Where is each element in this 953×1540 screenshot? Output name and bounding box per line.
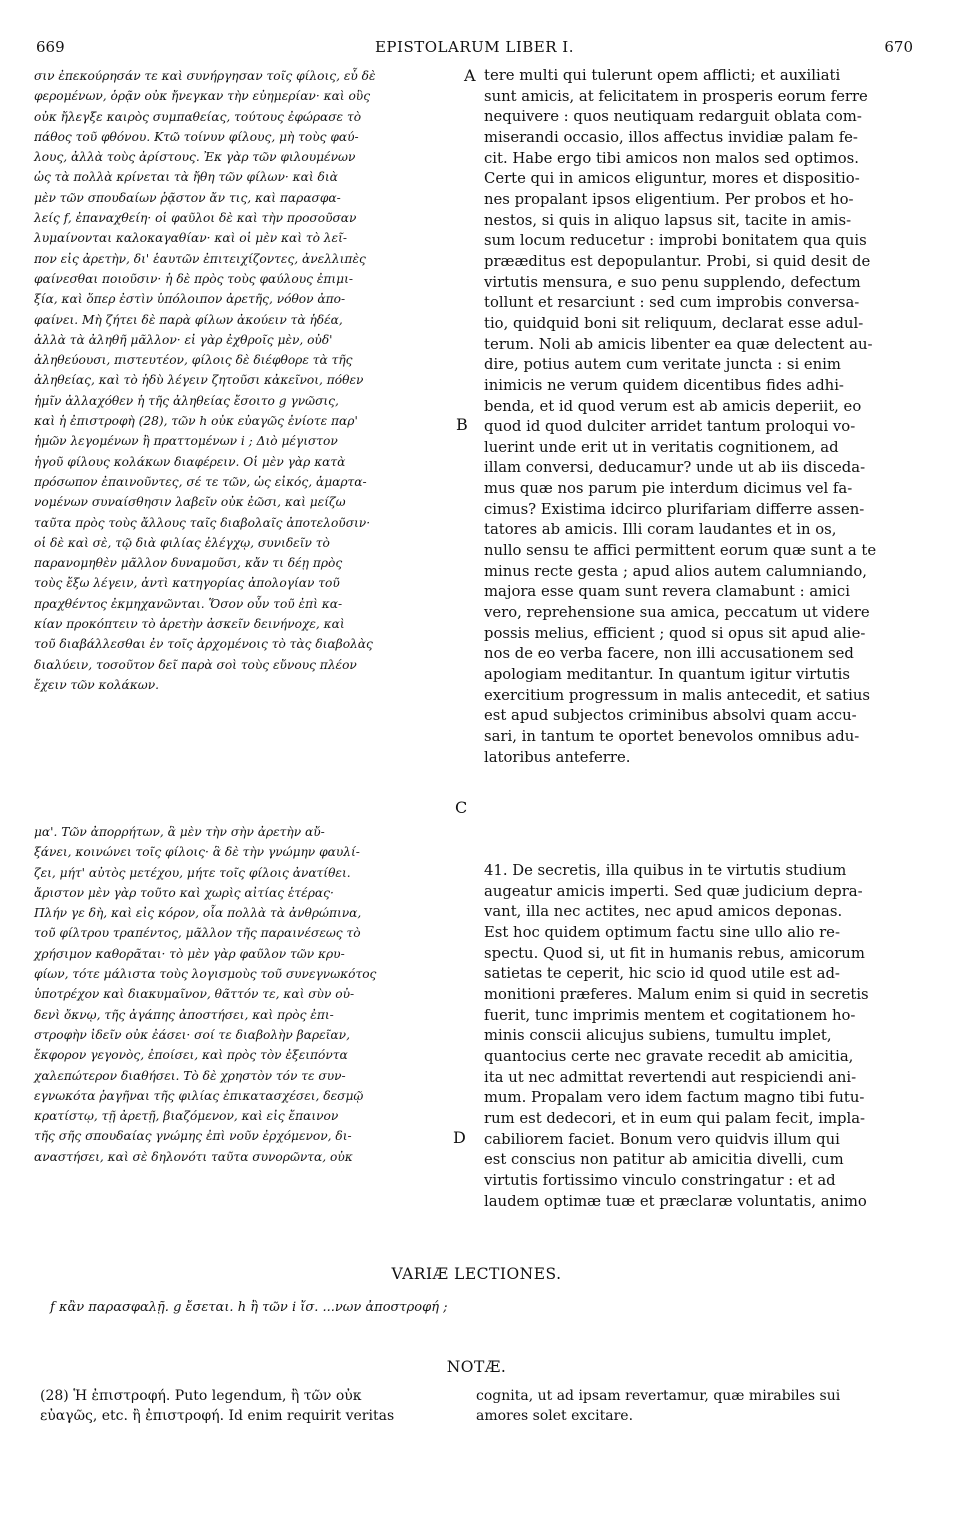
note-right: [476, 1386, 908, 1426]
greek-text-block-2: μα'. Τῶν ἀπορρήτων, ἃ μὲν τὴν σὴν ἀρετὴν αὔ- ξάνει, κοινώνει τοῖς φίλοις· ἃ δὲ τὴν γνώμην φαυλί- ζει, μήτ' αὐτὸς μετέχου, μήτε τοῖς φίλοις ἀνατίθει. ἄριστον μὲν γὰρ τοῦτο καὶ χωρὶς αἰτίας ἑτέρας· Πλήν γε δὴ, καὶ εἰς κόρον, οἷα πολλὰ τὰ ἀνθρώπινα, τοῦ φίλτρου τραπέντος, μᾶλλον τῆς παραινέσεως τὸ χρήσιμον καθορᾶται· τὸ μὲν γὰρ φαῦλον τῶν κρυ- φίων, τότε μάλιστα τοὺς λογισμοὺς τοῦ συνεγνωκότος ὑποτρέχον καὶ διακυμαῖνον, θᾶττόν τε, καὶ σὺν οὐ- δενὶ ὄκνῳ, τῆς ἀγάπης ἀποστήσει, καὶ πρὸς ἐπι- στροφὴν ἰδεῖν οὐκ ἐάσει· σοί τε διαβολὴν βαρεῖαν, ἔκφορον γεγονὸς, ἐποίσει, καὶ πρὸς τὸν ἐξειπόντα χαλεπώτερον διαθήσει. Τὸ δὲ χρηστὸν τόν τε συν- εγνωκότα ῥαγῆναι τῆς φιλίας ἐπικατασχέσει, δεσμῷ κρατίστῳ, τῇ ἀρετῇ, βιαζόμενον, καὶ εἰς ἔπαινον τῆς σῆς σπουδαίας γνώμης ἐπὶ νοῦν ἐρχόμενον, δι- αναστήσει, καὶ σὲ δηλονότι ταῦτα συνορῶντα, οὐκ: [34, 825, 377, 1164]
margin-marker-d: D: [453, 1128, 466, 1147]
margin-marker-b: B: [456, 415, 468, 434]
variae-lectiones-heading: VARIÆ LECTIONES.: [391, 1265, 562, 1283]
note-left-text: (28) Ἡ ἐπιστροφή. Puto legendum, ἢ τῶν οὐκ εὐαγῶς, etc. ἢ ἐπιστροφή. Id enim requirit veritas: [40, 1388, 395, 1424]
right-page-number: 670: [884, 38, 913, 56]
margin-marker-a: A: [464, 66, 476, 85]
latin-text-block-2: 41. De secretis, illa quibus in te virtutis studium augeatur amicis imperti. Sed quæ judicium depra- vant, illa nec actites, nec apud amicos deponas. Est hoc quidem optimum factu sine ullo alio re- spectu. Quod si, ut fit in humanis rebus, amicorum satietas te ceperit, hic scio id quod utile est ad- monitioni præferes. Malum enim si quid in secretis fuerit, tunc imprimis mentem et cogitationem ho- minis conscii alicujus subiens, tumultu implet, quantocius certe nec gravate recedit ab amicitia, ita ut nec admittat revertendi aut respiciendi ani- mum. Propalam vero idem factum magno tibi futu- rum est dedecori, et in eum qui palam fecit, impla- cabiliorem faciet. Bonum vero quidvis illum qui est conscius non patitur ab amicitia divelli, cum virtutis fortissimo vinculo constringatur : et ad laudem optimæ tuæ et præclaræ voluntatis, animo: [484, 862, 869, 1210]
variae-lectiones-line: f κἂν παρασφαλῇ. g ἔσεται. h ἢ τῶν i ἴσ. ...νων ἀποστροφή ;: [50, 1300, 448, 1315]
running-title: EPISTOLARUM LIBER I.: [374, 38, 575, 56]
notae-heading: NOTÆ.: [446, 1358, 507, 1376]
note-left: [40, 1386, 458, 1426]
left-page-number: 669: [36, 38, 65, 56]
margin-marker-c: C: [455, 798, 468, 817]
latin-text-block-1: tere multi qui tulerunt opem afflicti; et auxiliati sunt amicis, at felicitatem in prosperis eorum ferre nequivere : quos neutiquam redarguit oblata com- miserandi occasio, illos affectus invidiæ palam fe- cit. Habe ergo tibi amicos non malos sed optimos. Certe qui in amicos eliguntur, mores et dispositio- nes propalant ipsos eligentium. Per probos et ho- nestos, si quis in aliquo lapsus sit, tacite in amis- sum locum reducetur : improbi bonitatem qua quis prææditus est depopulantur. Probi, si quid desit de virtutis mensura, e suo penu supplendo, defectum tollunt et resarciunt : sed cum improbis conversa- tio, quidquid boni sit reliquum, declarat esse adul- terum. Noli ab amicis libenter ea quæ delectent au- dire, potius autem cum veritate juncta : si enim inimicis ne verum quidem dicentibus fides adhi- benda, et id quod verum est ab amicis deperiit, eo quod id quod dulciter arridet tantum proloqui vo- luerint unde erit ut in veritatis cognitionem, ad illam conversi, deducamur? unde ut ab iis disceda- mus quæ nos parum pie interdum dicimus vel fa- cimus? Existima idcirco plurifariam differre assen- tatores ab amicis. Illi coram laudantes et in os, nullo sensu te affici permittent eorum quæ sunt a te minus recte gesta ; apud alios autem calumniando, majora esse quam sunt revera clamabunt : amici vero, reprehensione sua amica, peccatum ut videre possis melius, efficient ; quod si opus sit apud alie- nos de eo verba facere, non illi accusationem sed apologiam meditantur. In quantum igitur virtutis exercitium progressum in malis antecedit, et satius est apud subjectos criminibus absolvi quam accu- sari, in tantum te oportet benevolos omnibus adu- latoribus anteferre.: [484, 67, 877, 766]
page-header: [36, 38, 913, 60]
note-right-text: cognita, ut ad ipsam revertamur, quæ mirabiles sui amores solet excitare.: [476, 1388, 841, 1424]
greek-text-block-1: σιν ἐπεκούρησάν τε καὶ συνήργησαν τοῖς φίλοις, εὖ δὲ φερομένων, ὁρᾷν οὐκ ἤνεγκαν τὴν εὐημερίαν· καὶ οὓς οὐκ ἤλεγξε καιρὸς συμπαθείας, τούτους ἐφώρασε τὸ πάθος τοῦ φθόνου. Κτῶ τοίνυν φίλους, μὴ τοὺς φαύ- λους, ἀλλὰ τοὺς ἀρίστους. Ἐκ γὰρ τῶν φιλουμένων ὡς τὰ πολλὰ κρίνεται τὰ ἤθη τῶν φίλων· καὶ διὰ μὲν τῶν σπουδαίων ῥᾷστον ἄν τις, καὶ παρασφα- λείς f, ἐπαναχθείη· οἱ φαῦλοι δὲ καὶ τὴν προσοῦσαν λυμαίνονται καλοκαγαθίαν· καὶ οἱ μὲν καὶ τὸ λεῖ- πον εἰς ἀρετὴν, δι' ἑαυτῶν ἐπιτειχίζοντες, ἀνελλιπὲς φαίνεσθαι ποιοῦσιν· ἡ δὲ πρὸς τοὺς φαύλους ἐπιμι- ξία, καὶ ὅπερ ἐστὶν ὑπόλοιπον ἀρετῆς, νόθον ἀπο- φαίνει. Μὴ ζήτει δὲ παρὰ φίλων ἀκούειν τὰ ἡδέα, ἀλλὰ τὰ ἀληθῆ μᾶλλον· εἰ γὰρ ἐχθροῖς μὲν, οὐδ' ἀληθεύουσι, πιστευτέον, φίλοις δὲ διέφθορε τὰ τῆς ἀληθείας, καὶ τὸ ἡδὺ λέγειν ζητοῦσι κἀκεῖνοι, πόθεν ἡμῖν ἀλλαχόθεν ἡ τῆς ἀληθείας ἔσοιτο g γνῶσις, καὶ ἡ ἐπιστροφὴ (28), τῶν h οὐκ εὐαγῶς ἐνίοτε παρ' ἡμῶν λεγομένων ἢ πραττομένων i ; Διὸ μέγιστον ἡγοῦ φίλους κολάκων διαφέρειν. Οἱ μὲν γὰρ κατὰ πρόσωπον ἐπαινοῦντες, σέ τε τῶν, ὡς εἰκός, ἁμαρτα- νομένων συναίσθησιν λαβεῖν οὐκ ἐῶσι, καὶ μείζω ταῦτα πρὸς τοὺς ἄλλους ταῖς διαβολαῖς ἀποτελοῦσιν· οἱ δὲ καὶ σὲ, τῷ διὰ φιλίας ἐλέγχῳ, συνιδεῖν τὸ παρανομηθὲν μᾶλλον δυναμοῦσι, κἄν τι δέῃ πρὸς τοὺς ἔξω λέγειν, ἀντὶ κατηγορίας ἀπολογίαν τοῦ πραχθέντος ἐκμηχανῶνται. Ὅσον οὖν τοῦ ἐπὶ κα- κίαν προκόπτειν τὸ ἀρετὴν ἀσκεῖν δεινήνοχε, καὶ τοῦ διαβάλλεσθαι ἐν τοῖς ἀρχομένοις τὸ τὰς διαβολὰς διαλύειν, τοσοῦτον δεῖ παρὰ σοὶ τοὺς εὔνους πλέον ἔχειν τῶν κολάκων.: [34, 69, 376, 692]
